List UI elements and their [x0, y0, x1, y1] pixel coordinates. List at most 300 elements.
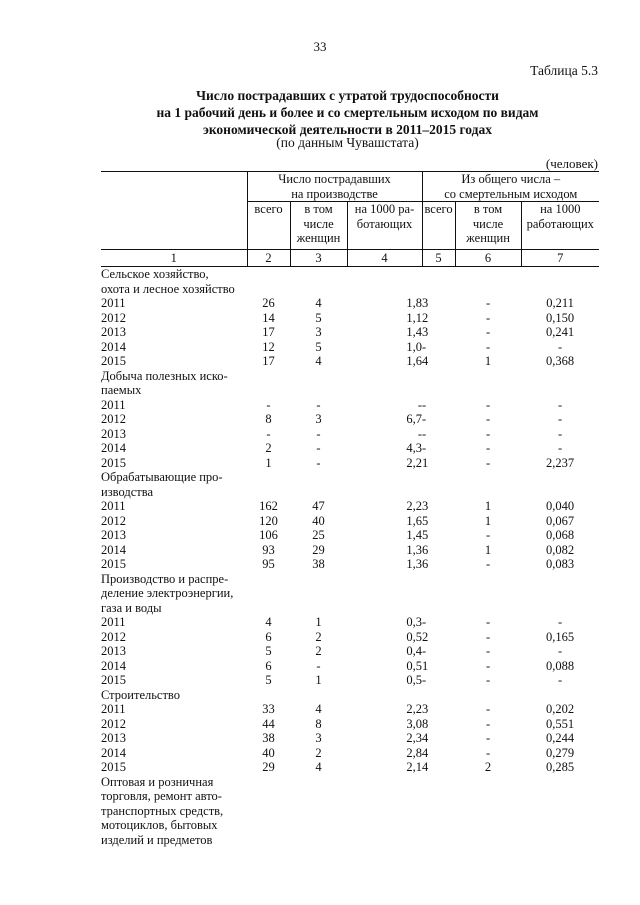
- value-cell: -: [422, 441, 427, 455]
- empty-cell: [290, 804, 347, 819]
- value-cell: -: [485, 615, 491, 629]
- year-cell: 2015: [101, 673, 126, 687]
- value-cell: 4,3: [406, 441, 423, 455]
- empty-cell: [455, 369, 521, 384]
- value-cell: -: [316, 397, 321, 412]
- empty-cell: [347, 369, 422, 384]
- year-cell: 2013: [101, 731, 126, 745]
- value-cell: 1: [484, 513, 492, 528]
- empty-cell: [455, 804, 521, 819]
- value-cell: 106: [259, 528, 278, 542]
- table-row: [101, 296, 599, 311]
- value-cell: 0,068: [545, 528, 575, 542]
- value-cell: 0,082: [545, 542, 575, 557]
- header-line: в том: [473, 202, 503, 216]
- empty-cell: [455, 586, 521, 601]
- year-cell: 2011: [101, 397, 126, 412]
- header-line: работающих: [526, 216, 594, 231]
- table-row: [101, 673, 599, 688]
- value-cell: 2,2: [406, 499, 423, 513]
- empty-cell: [247, 485, 290, 500]
- empty-cell: [521, 804, 599, 819]
- sector-name-row: [101, 688, 599, 703]
- column-numbers-row: [101, 250, 599, 267]
- value-cell: 4: [265, 615, 272, 629]
- empty-cell: [521, 586, 599, 601]
- value-cell: 2: [315, 745, 322, 760]
- value-cell: 25: [312, 528, 325, 542]
- value-cell: 2,2: [406, 455, 423, 470]
- empty-cell: [247, 818, 290, 833]
- column-number: 1: [101, 250, 247, 267]
- value-cell: -: [485, 528, 491, 542]
- empty-cell: [247, 804, 290, 819]
- empty-cell: [455, 833, 521, 848]
- value-cell: 120: [259, 513, 278, 528]
- empty-cell: [347, 833, 422, 848]
- table-row: [101, 630, 599, 645]
- empty-cell: [290, 572, 347, 587]
- value-cell: 8: [265, 412, 272, 426]
- value-cell: -: [422, 615, 427, 629]
- value-cell: 0,244: [545, 731, 575, 745]
- value-cell: -: [316, 455, 321, 470]
- empty-cell: [521, 282, 599, 297]
- empty-cell: [290, 833, 347, 848]
- value-cell: -: [316, 426, 321, 441]
- empty-cell: [422, 369, 455, 384]
- year-cell: 2015: [101, 760, 126, 774]
- value-cell: 0,241: [545, 325, 575, 339]
- empty-cell: [290, 282, 347, 297]
- value-cell: -: [557, 339, 563, 354]
- year-cell: 2012: [101, 412, 126, 426]
- value-cell: 6: [265, 629, 272, 644]
- value-cell: 1: [265, 455, 272, 470]
- value-cell: 1: [422, 658, 429, 673]
- value-cell: -: [557, 615, 563, 629]
- table-body: [101, 267, 599, 848]
- sector-name: изводства: [101, 484, 153, 499]
- value-cell: -: [485, 310, 491, 325]
- value-cell: 0,5: [406, 629, 423, 644]
- sector-name: транспортных средств,: [101, 803, 224, 818]
- header-line: женщин: [296, 231, 341, 245]
- empty-cell: [422, 789, 455, 804]
- value-cell: 3: [422, 296, 429, 310]
- value-cell: 6: [422, 557, 429, 571]
- sector-name-row: [101, 804, 599, 819]
- empty-cell: [247, 586, 290, 601]
- empty-cell: [521, 601, 599, 616]
- header-line: числе: [303, 216, 334, 231]
- value-cell: -: [485, 325, 491, 339]
- sector-name: газа и воды: [101, 600, 162, 615]
- table-row: [101, 325, 599, 340]
- value-cell: 44: [262, 716, 275, 731]
- value-cell: -: [485, 702, 491, 716]
- empty-cell: [521, 267, 599, 282]
- value-cell: 95: [262, 557, 275, 571]
- year-cell: 2011: [101, 702, 126, 716]
- value-cell: -: [422, 412, 427, 426]
- empty-cell: [347, 789, 422, 804]
- sector-name-row: [101, 572, 599, 587]
- value-cell: 3,0: [406, 716, 423, 731]
- value-cell: -: [422, 644, 427, 658]
- sector-name-row: [101, 282, 599, 297]
- value-cell: -: [485, 426, 491, 441]
- value-cell: 4: [315, 702, 322, 716]
- empty-cell: [422, 586, 455, 601]
- value-cell: 1,0: [406, 339, 423, 354]
- table-row: [101, 746, 599, 761]
- sector-name-row: [101, 775, 599, 790]
- year-cell: 2012: [101, 513, 126, 528]
- empty-cell: [347, 775, 422, 790]
- year-cell: 2012: [101, 310, 126, 325]
- empty-cell: [455, 601, 521, 616]
- value-cell: 5: [315, 310, 322, 325]
- header-total-injured: всего: [247, 202, 290, 250]
- value-cell: -: [422, 339, 427, 354]
- value-cell: -: [485, 441, 491, 455]
- value-cell: -: [422, 397, 427, 412]
- empty-cell: [247, 369, 290, 384]
- value-cell: -: [485, 716, 491, 731]
- value-cell: 2,2: [406, 702, 423, 716]
- value-cell: 1,1: [406, 310, 423, 325]
- value-cell: 5: [265, 644, 272, 658]
- column-number: 2: [247, 250, 290, 267]
- empty-cell: [455, 485, 521, 500]
- empty-cell: [347, 383, 422, 398]
- title-line: Число пострадавших с утратой трудоспособности: [196, 88, 499, 103]
- value-cell: -: [485, 339, 491, 354]
- value-cell: 0,211: [546, 296, 574, 310]
- value-cell: -: [266, 397, 271, 412]
- table-row: [101, 702, 599, 717]
- table-row: [101, 731, 599, 746]
- value-cell: -: [485, 557, 491, 571]
- empty-cell: [422, 470, 455, 485]
- header-line: женщин: [466, 231, 510, 245]
- table-row: [101, 528, 599, 543]
- sector-name: мотоциклов, бытовых: [101, 818, 218, 832]
- value-cell: 2,3: [406, 731, 423, 745]
- empty-cell: [247, 282, 290, 297]
- empty-cell: [290, 688, 347, 703]
- year-cell: 2011: [101, 296, 126, 310]
- value-cell: -: [557, 412, 563, 426]
- value-cell: 0,150: [545, 310, 575, 325]
- empty-cell: [455, 688, 521, 703]
- table-row: [101, 427, 599, 442]
- empty-cell: [247, 267, 290, 282]
- empty-cell: [347, 601, 422, 616]
- value-cell: 0,202: [545, 702, 575, 716]
- sector-name-row: [101, 470, 599, 485]
- header-group-injured: [247, 172, 422, 202]
- column-number: 6: [455, 250, 521, 267]
- title-line: экономической деятельности в 2011–2015 годах: [203, 122, 492, 137]
- empty-cell: [290, 383, 347, 398]
- value-cell: -: [557, 441, 563, 455]
- year-cell: 2013: [101, 426, 126, 441]
- value-cell: 0,285: [545, 760, 575, 774]
- column-number: 7: [521, 250, 599, 267]
- empty-cell: [290, 775, 347, 790]
- header-group-line: Число пострадавших: [278, 172, 391, 186]
- value-cell: 1,4: [406, 325, 423, 339]
- sector-name-row: [101, 267, 599, 282]
- year-cell: 2014: [101, 441, 126, 455]
- header-per1000-fatal: [521, 202, 599, 250]
- header-line: на 1000 ра-: [354, 202, 415, 216]
- table-row: [101, 659, 599, 674]
- value-cell: -: [485, 455, 491, 470]
- value-cell: 3: [315, 731, 322, 745]
- value-cell: 0,279: [545, 745, 575, 760]
- empty-cell: [247, 383, 290, 398]
- year-cell: 2015: [101, 455, 126, 470]
- year-cell: 2014: [101, 542, 126, 557]
- value-cell: 1,3: [406, 557, 423, 571]
- value-cell: 3: [422, 702, 429, 716]
- value-cell: 4: [422, 731, 429, 745]
- value-cell: 33: [262, 702, 275, 716]
- value-cell: 47: [312, 499, 325, 513]
- value-cell: 93: [262, 542, 275, 557]
- table-row: [101, 456, 599, 471]
- header-group-fatal: [422, 172, 599, 202]
- value-cell: -: [485, 629, 491, 644]
- value-cell: 2,237: [545, 455, 575, 470]
- value-cell: 2,8: [406, 745, 423, 760]
- value-cell: 12: [262, 339, 275, 354]
- column-number: 5: [422, 250, 455, 267]
- header-group-line: Из общего числа –: [461, 172, 561, 186]
- empty-cell: [521, 775, 599, 790]
- value-cell: -: [485, 397, 491, 412]
- value-cell: 0,3: [406, 615, 423, 629]
- value-cell: 0,067: [545, 513, 575, 528]
- sector-name: Сельское хозяйство,: [101, 267, 209, 281]
- year-cell: 2011: [101, 499, 126, 513]
- empty-cell: [347, 470, 422, 485]
- empty-cell: [455, 818, 521, 833]
- table-row: [101, 557, 599, 572]
- table-row: [101, 354, 599, 369]
- value-cell: -: [485, 296, 491, 310]
- header-line: в том: [304, 202, 333, 216]
- title-line: на 1 рабочий день и более и со смертельным исходом по видам: [156, 105, 539, 120]
- header-women-injured: [290, 202, 347, 250]
- header-group-line: со смертельным исходом: [444, 186, 578, 201]
- table-row: [101, 311, 599, 326]
- table-row: [101, 717, 599, 732]
- empty-cell: [455, 572, 521, 587]
- table-row: [101, 543, 599, 558]
- value-cell: 5: [315, 339, 322, 354]
- empty-cell: [290, 818, 347, 833]
- empty-cell: [347, 572, 422, 587]
- sector-name-row: [101, 485, 599, 500]
- column-number: 4: [347, 250, 422, 267]
- header-women-fatal: [455, 202, 521, 250]
- header-per1000-injured: [347, 202, 422, 250]
- column-number: 3: [290, 250, 347, 267]
- value-cell: 3: [422, 499, 429, 513]
- empty-cell: [247, 775, 290, 790]
- sector-name-row: [101, 833, 599, 848]
- value-cell: 3: [422, 325, 429, 339]
- header-line: числе: [472, 216, 504, 231]
- value-cell: 38: [262, 731, 275, 745]
- sector-name: Добыча полезных иско-: [101, 368, 228, 383]
- empty-cell: [422, 601, 455, 616]
- table-row: [101, 412, 599, 427]
- value-cell: -: [485, 673, 491, 687]
- year-cell: 2014: [101, 339, 126, 354]
- empty-cell: [521, 470, 599, 485]
- table-row: [101, 514, 599, 529]
- empty-cell: [422, 775, 455, 790]
- table-subtitle: (по данным Чувашстата): [276, 135, 419, 150]
- sector-name-row: [101, 586, 599, 601]
- value-cell: 0,040: [545, 499, 575, 513]
- value-cell: -: [557, 426, 563, 441]
- value-cell: 38: [312, 557, 325, 571]
- empty-cell: [521, 833, 599, 848]
- empty-cell: [247, 688, 290, 703]
- value-cell: 2: [315, 629, 322, 644]
- value-cell: 0,083: [545, 557, 575, 571]
- value-cell: 6: [265, 658, 272, 673]
- empty-cell: [347, 804, 422, 819]
- empty-cell: [521, 688, 599, 703]
- value-cell: 6: [422, 542, 429, 557]
- table-row: [101, 499, 599, 514]
- value-cell: -: [485, 644, 491, 658]
- sector-name-row: [101, 789, 599, 804]
- header-line: на 1000: [540, 202, 581, 216]
- value-cell: 17: [262, 354, 275, 368]
- year-cell: 2013: [101, 528, 126, 542]
- year-cell: 2013: [101, 644, 126, 658]
- value-cell: -: [417, 397, 423, 412]
- value-cell: 4: [315, 760, 322, 774]
- empty-cell: [521, 818, 599, 833]
- value-cell: -: [485, 412, 491, 426]
- value-cell: 2,1: [406, 760, 423, 774]
- year-cell: 2014: [101, 658, 126, 673]
- value-cell: 1: [422, 455, 429, 470]
- year-cell: 2011: [101, 615, 126, 629]
- value-cell: 40: [262, 745, 275, 760]
- sector-name-row: [101, 601, 599, 616]
- value-cell: 4: [315, 296, 322, 310]
- empty-cell: [422, 833, 455, 848]
- empty-cell: [247, 470, 290, 485]
- value-cell: 0,551: [545, 716, 575, 731]
- empty-cell: [422, 383, 455, 398]
- value-cell: -: [266, 426, 271, 441]
- value-cell: 2: [422, 629, 429, 644]
- value-cell: 26: [262, 296, 275, 310]
- empty-cell: [347, 485, 422, 500]
- value-cell: -: [422, 673, 427, 687]
- empty-cell: [347, 818, 422, 833]
- value-cell: 1,6: [406, 354, 423, 368]
- empty-cell: [247, 601, 290, 616]
- value-cell: 1,6: [406, 513, 423, 528]
- sector-name: деление электроэнергии,: [101, 586, 234, 600]
- empty-cell: [290, 369, 347, 384]
- table-title: [60, 87, 635, 138]
- empty-cell: [521, 369, 599, 384]
- value-cell: 5: [422, 513, 429, 528]
- value-cell: 4: [422, 760, 429, 774]
- empty-cell: [422, 267, 455, 282]
- sector-name: Производство и распре-: [101, 571, 229, 586]
- value-cell: 1,4: [406, 528, 423, 542]
- value-cell: -: [557, 644, 563, 658]
- empty-cell: [455, 789, 521, 804]
- table-row: [101, 340, 599, 355]
- value-cell: 0,4: [406, 644, 423, 658]
- empty-cell: [521, 572, 599, 587]
- empty-cell: [422, 282, 455, 297]
- table-label: Таблица 5.3: [530, 63, 598, 78]
- year-cell: 2015: [101, 354, 126, 368]
- unit-label: (человек): [545, 156, 598, 171]
- empty-cell: [347, 267, 422, 282]
- value-cell: 1: [484, 499, 492, 513]
- statistics-table: [101, 171, 599, 847]
- sector-name-row: [101, 383, 599, 398]
- empty-cell: [521, 789, 599, 804]
- empty-cell: [455, 775, 521, 790]
- year-cell: 2012: [101, 716, 126, 731]
- value-cell: -: [557, 397, 563, 412]
- value-cell: -: [485, 731, 491, 745]
- sector-name-row: [101, 369, 599, 384]
- empty-cell: [422, 804, 455, 819]
- empty-cell: [290, 789, 347, 804]
- value-cell: 4: [315, 354, 322, 368]
- value-cell: 0,368: [545, 354, 575, 368]
- value-cell: -: [485, 745, 491, 760]
- value-cell: 1: [484, 542, 492, 557]
- value-cell: 2: [265, 441, 272, 455]
- empty-cell: [455, 470, 521, 485]
- table-row: [101, 760, 599, 775]
- year-cell: 2012: [101, 629, 126, 644]
- value-cell: 29: [312, 542, 325, 557]
- value-cell: 4: [422, 745, 429, 760]
- value-cell: 1,8: [406, 296, 423, 310]
- header-total-fatal: всего: [422, 202, 455, 250]
- value-cell: 8: [422, 716, 429, 731]
- value-cell: 14: [262, 310, 275, 325]
- empty-cell: [347, 282, 422, 297]
- value-cell: 1: [484, 354, 492, 368]
- empty-cell: [455, 383, 521, 398]
- empty-cell: [521, 383, 599, 398]
- value-cell: -: [316, 658, 321, 673]
- empty-cell: [247, 572, 290, 587]
